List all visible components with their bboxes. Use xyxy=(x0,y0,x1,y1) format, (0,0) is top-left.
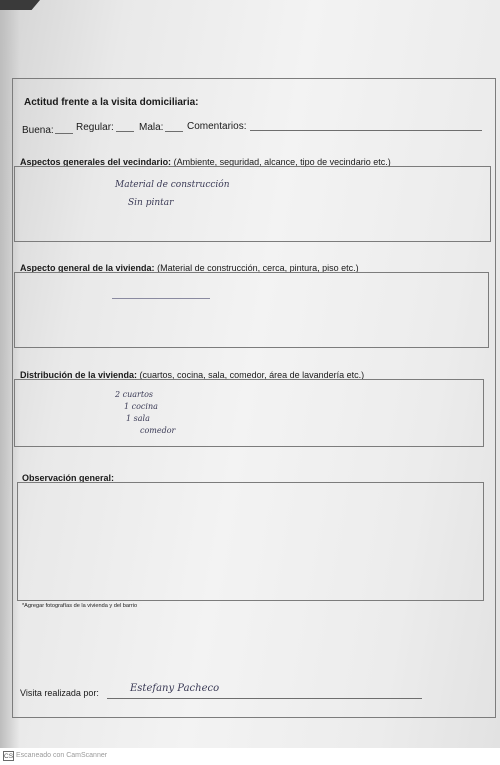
distribution-handwriting-2: 1 cocina xyxy=(124,402,158,411)
visit-label: Visita realizada por: xyxy=(20,688,99,698)
neighborhood-handwriting-2: Sin pintar xyxy=(128,198,174,208)
scanner-footer xyxy=(0,748,500,765)
distribution-handwriting-1: 2 cuartos xyxy=(115,390,153,399)
photo-note: *Agregar fotografías de la vivienda y del barrio xyxy=(22,603,138,609)
attitude-title: Actitud frente a la visita domiciliaria: xyxy=(24,97,199,108)
comentarios-label: Comentarios: xyxy=(187,121,247,132)
regular-line xyxy=(116,131,134,132)
housing-handwritten-stroke xyxy=(112,298,210,299)
distribution-handwriting-3: 1 sala xyxy=(126,414,150,423)
buena-line xyxy=(55,133,73,134)
visit-signature: Estefany Pacheco xyxy=(130,683,220,694)
page-corner-shadow xyxy=(0,0,40,10)
buena-label: Buena: xyxy=(22,125,54,136)
mala-label: Mala: xyxy=(139,122,164,133)
distribution-handwriting-4: comedor xyxy=(140,426,176,435)
neighborhood-box xyxy=(14,166,491,242)
distribution-title: Distribución de la vivienda: xyxy=(20,370,138,380)
visit-line xyxy=(107,698,422,699)
regular-label: Regular: xyxy=(76,122,114,133)
scanner-text: Escaneado con CamScanner xyxy=(16,752,108,759)
observation-box xyxy=(17,482,484,601)
housing-subtitle: (Material de construcción, cerca, pintura, piso etc.) xyxy=(157,263,359,273)
mala-line xyxy=(165,131,183,132)
comentarios-line xyxy=(250,130,482,131)
distribution-box xyxy=(14,379,484,447)
housing-title: Aspecto general de la vivienda: xyxy=(20,263,155,273)
distribution-subtitle: (cuartos, cocina, sala, comedor, área de lavandería etc.) xyxy=(139,370,365,380)
neighborhood-subtitle: (Ambiente, seguridad, alcance, tipo de vecindario etc.) xyxy=(173,157,391,167)
neighborhood-title: Aspectos generales del vecindario: xyxy=(20,157,172,167)
camscanner-logo: CS xyxy=(4,753,14,760)
neighborhood-handwriting-1: Material de construcción xyxy=(115,180,230,190)
observation-title: Observación general: xyxy=(22,473,115,483)
housing-box xyxy=(14,272,489,348)
